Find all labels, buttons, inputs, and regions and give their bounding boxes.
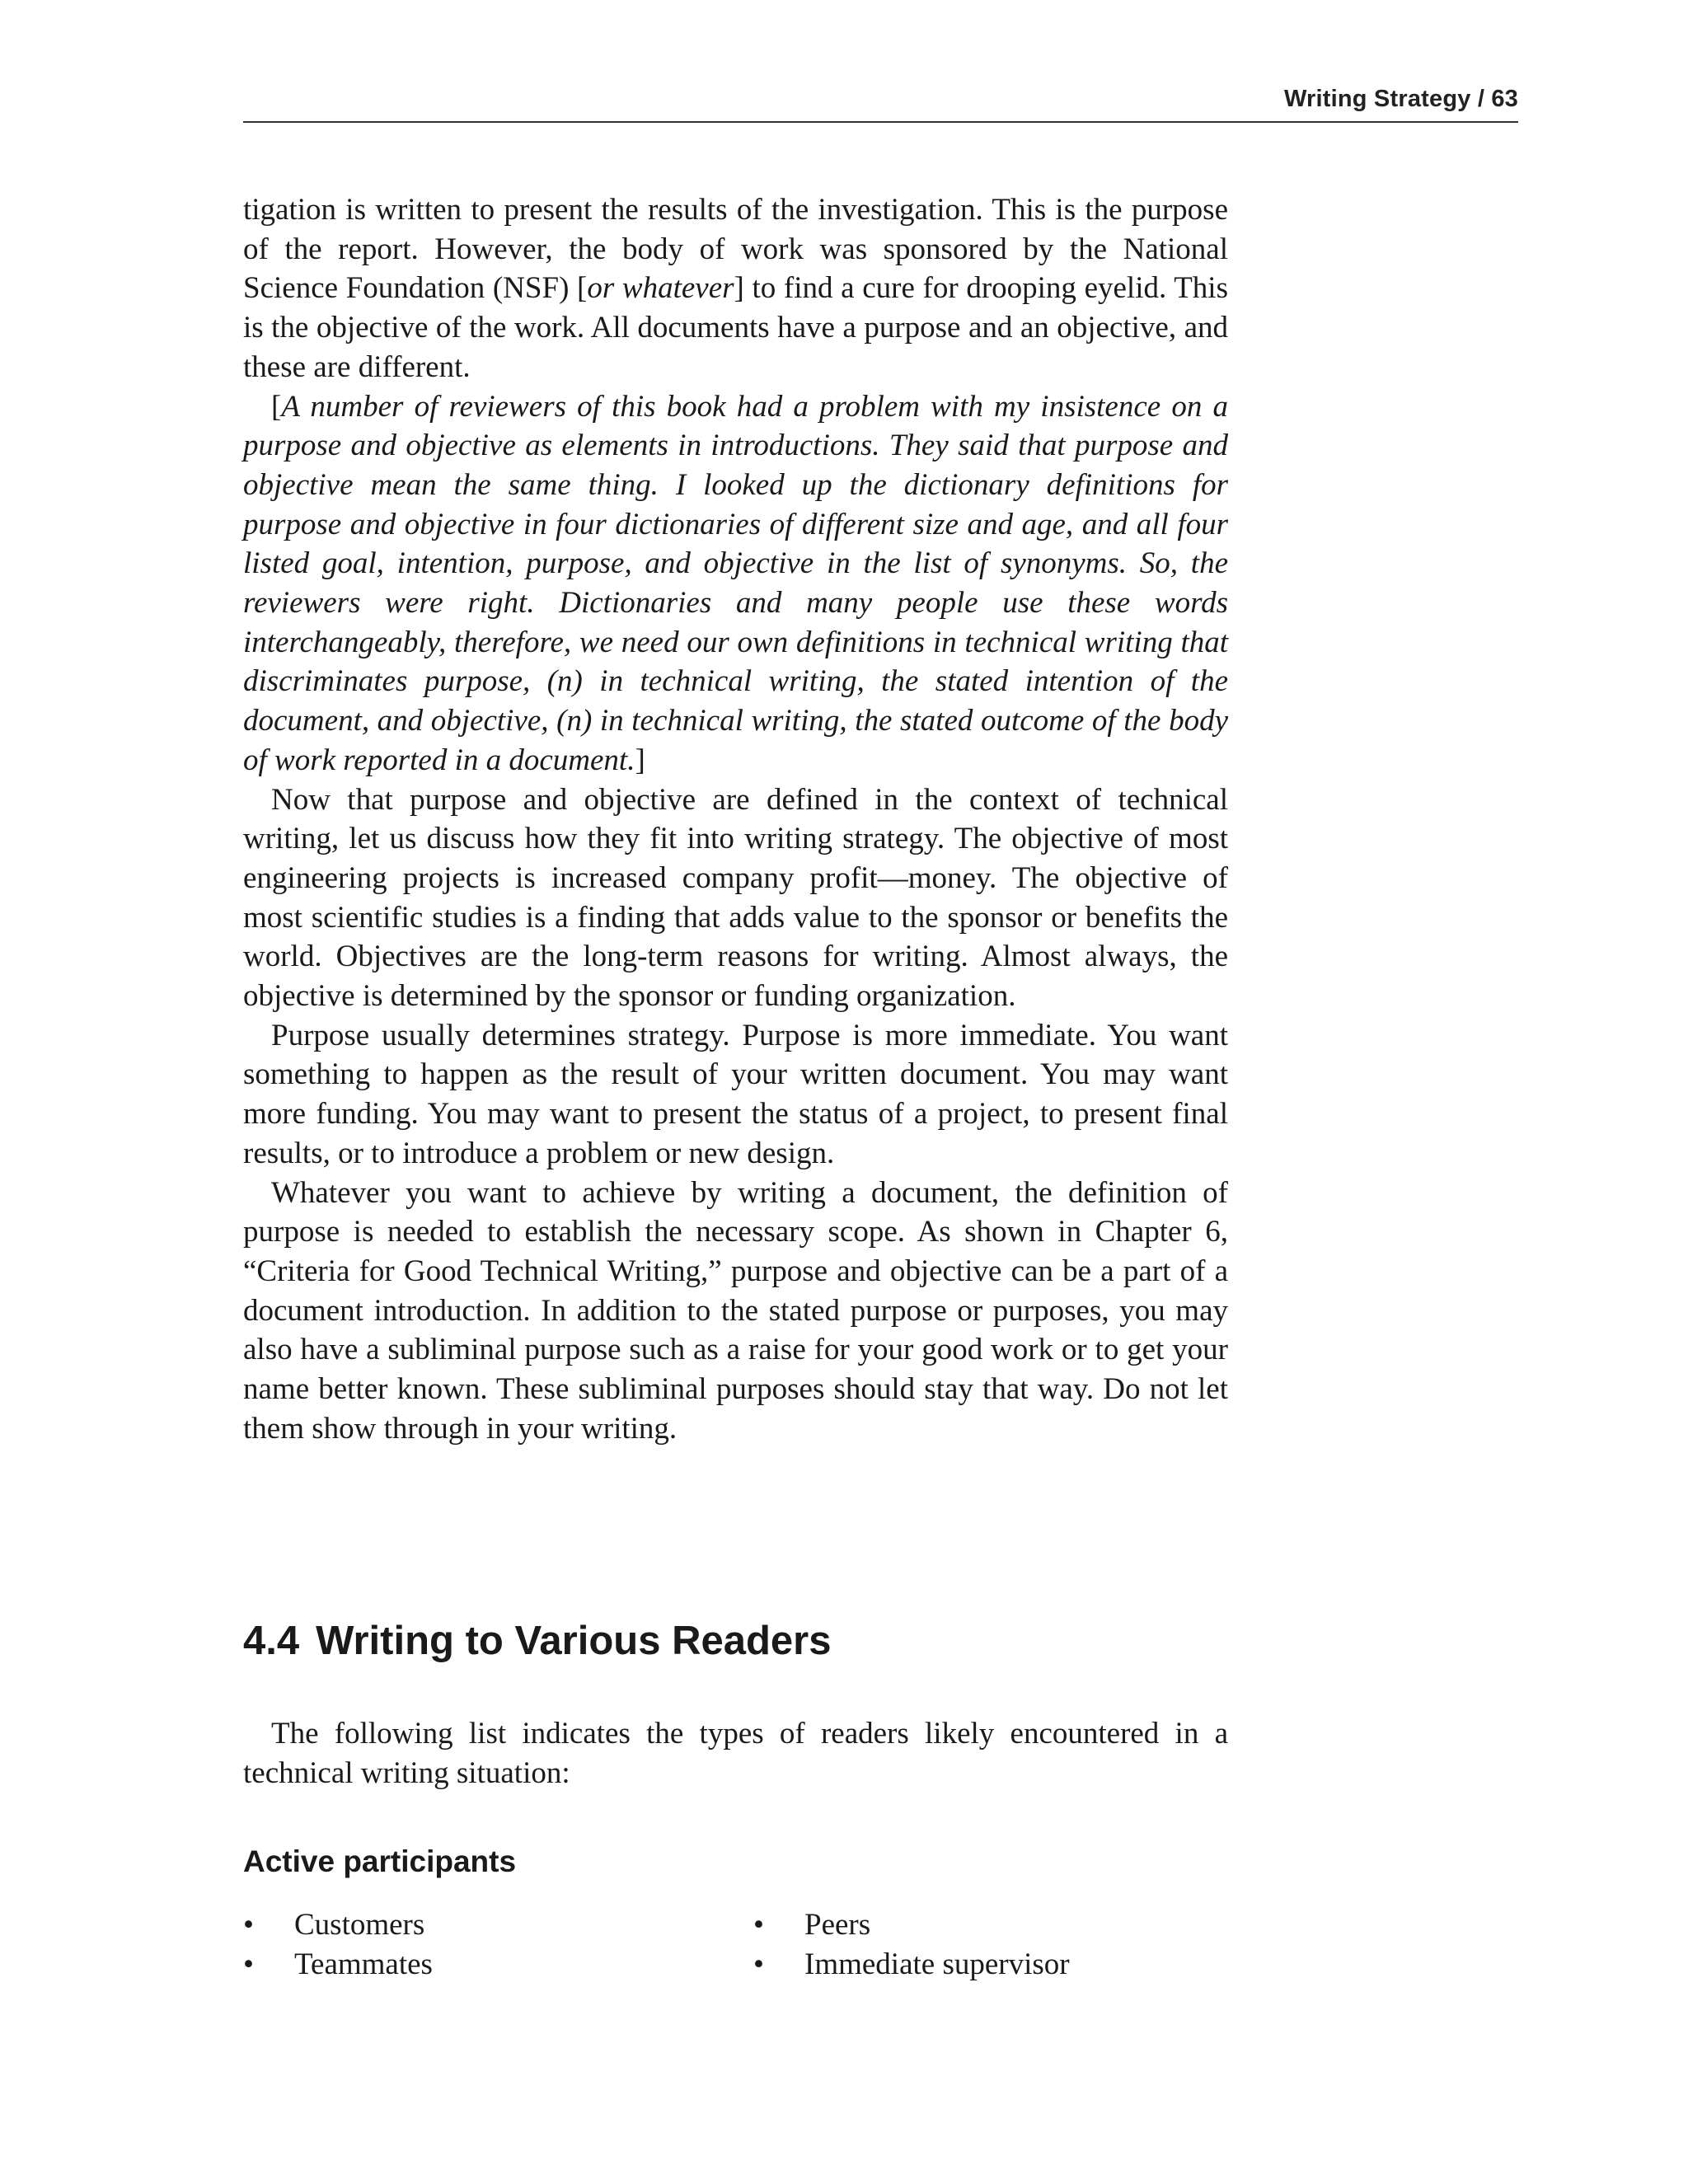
paragraph-4: Purpose usually determines strategy. Purpose is more immediate. You want something to happen as the result of your written document. You may want more funding. You may want to present the status of a project, to present final results, or to introduce a problem or new design.	[243, 1018, 1228, 1170]
bullet-icon: •	[243, 1947, 254, 1981]
section-title: Writing to Various Readers	[316, 1619, 832, 1663]
section-intro: The following list indicates the types of readers likely encountered in a technical writing situation:	[243, 1717, 1228, 1790]
paragraph-2-reviewer-note	[243, 387, 1228, 780]
list-item-label: Teammates	[294, 1947, 433, 1981]
list-item-label: Customers	[294, 1908, 425, 1942]
paragraph-3: Now that purpose and objective are defined in the context of technical writing, let us discuss how they fit into writing strategy. The objective of most engineering projects is increased company profit—money. The objective of most scientific studies is a finding that adds value to the sponsor or benefits the world. Objectives are the long-term reasons for writing. Almost always, the objective is determined by the sponsor or funding organization.	[243, 782, 1228, 1014]
list-item	[753, 1905, 1070, 1945]
p1-text: tigation is written to present the results of the investigation. This is the purpose of the report. However, the body of work was sponsored by the National Science Foundation (NSF) [	[243, 193, 1228, 306]
body-text	[243, 190, 1228, 1449]
list-item	[753, 1945, 1070, 1985]
list-item-label: Peers	[804, 1908, 871, 1942]
bullet-list-left	[243, 1905, 433, 1985]
p1-end: ] to find a cure for drooping eyelid. This is the objective of the work. All documents have a purpose and an objective, and these are different.	[243, 271, 1228, 384]
bracket-close: ]	[635, 743, 645, 777]
bullet-icon: •	[753, 1947, 764, 1981]
header-rule	[243, 121, 1518, 123]
running-head: Writing Strategy / 63	[1283, 86, 1518, 112]
bullet-icon: •	[753, 1908, 764, 1942]
bullet-icon: •	[243, 1908, 254, 1942]
bracket-open: [	[271, 389, 282, 424]
list-item-label: Immediate supervisor	[804, 1947, 1070, 1981]
section-heading	[243, 1618, 1315, 1664]
bullet-list-right	[753, 1905, 1070, 1985]
list-item	[243, 1905, 433, 1945]
subheading-active-participants: Active participants	[243, 1844, 517, 1878]
p1-italic: or whatever	[587, 271, 734, 306]
paragraph-1	[243, 190, 1228, 387]
section-number: 4.4	[243, 1619, 300, 1663]
paragraph-5: Whatever you want to achieve by writing a document, the definition of purpose is needed to establish the necessary scope. As shown in Chapter 6, “Criteria for Good Technical Writing,” purpose and objective can be a part of a document introduction. In addition to the stated purpose or purposes, you may also have a subliminal purpose such as a raise for your good work or to get your name better known. These subliminal purposes should stay that way. Do not let them show through in your writing.	[243, 1175, 1228, 1446]
p2-italic: A number of reviewers of this book had a problem with my insistence on a purpose and objective as elements in introductions. They said that purpose and objective mean the same thing. I looked up the dictionary definitions for purpose and objective in four dictionaries of different size and age, and all four listed goal, intention, purpose, and objective in the list of synonyms. So, the reviewers were right. Dictionaries and many people use these words interchangeably, therefore, we need our own definitions in technical writing that discriminates purpose, (n) in technical writing, the stated intention of the document, and objective, (n) in technical writing, the stated outcome of the body of work reported in a document.	[243, 389, 1228, 777]
list-item	[243, 1945, 433, 1985]
